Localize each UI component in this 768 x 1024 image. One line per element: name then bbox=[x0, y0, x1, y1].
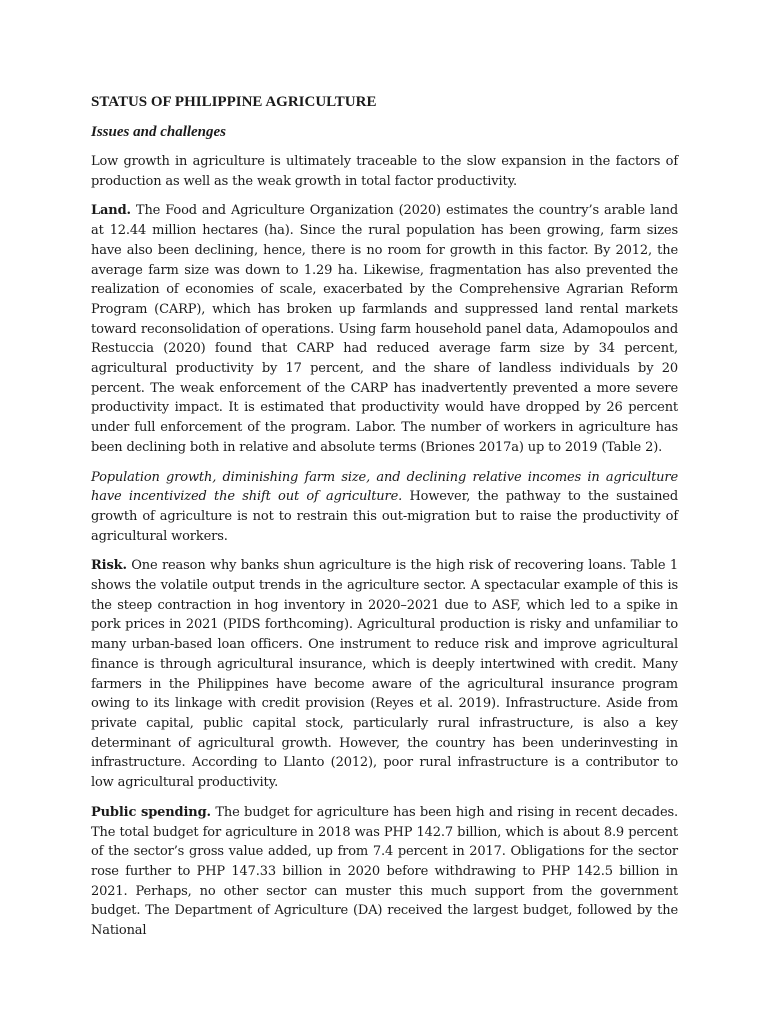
land-text: The Food and Agriculture Organization (2020) estimates the country’s arable land at 12.44 million hectares (ha). Since the rural population has been growing, farm sizes have also been declining, hence, there is no room for growth in this factor. By 2012, the average farm size was down to 1.29 ha. Likewise, fragmentation has also prevented the realization of economies of scale, exacerbated by the Comprehensive Agrarian Reform Program (CARP), which has broken up farmlands and suppressed land rental markets toward reconsolidation of operations. Using farm household panel data, Adamopoulos and Restuccia (2020) found that CARP had reduced average farm size by 34 percent, agricultural productivity by 17 percent, and the share of landless individuals by 20 percent. The weak enforcement of the CARP has inadvertently prevented a more severe productivity impact. It is estimated that productivity would have dropped by 26 percent under full enforcement of the program. Labor. The number of workers in agriculture has been declining both in relative and absolute terms (Briones 2017a) up to 2019 (Table 2). bbox=[91, 203, 679, 455]
population-italic-text: Population growth, diminishing farm size, and declining relative incomes in agriculture have incentivized the shift out of agriculture. bbox=[91, 469, 678, 505]
intro-paragraph bbox=[91, 152, 678, 191]
population-paragraph bbox=[91, 468, 678, 547]
risk-paragraph bbox=[91, 556, 678, 792]
population-text: However, the pathway to the sustained growth of agriculture is not to restrain this out-migration but to raise the productivity of agricultural workers. bbox=[91, 489, 679, 544]
spending-heading: Public spending. bbox=[91, 804, 211, 820]
risk-heading: Risk. bbox=[91, 558, 127, 574]
spending-text: The budget for agriculture has been high and rising in recent decades. The total budget for agriculture in 2018 was PHP 142.7 billion, which is about 8.9 percent of the sector’s gross value added, up from 7.4 percent in 2017. Obligations for the sector rose further to PHP 147.33 billion in 2020 before withdrawing to PHP 142.5 billion in 2021. Perhaps, no other sector can muster this much support from the government budget. The Department of Agriculture (DA) received the largest budget, followed by the National bbox=[91, 804, 679, 939]
document-page bbox=[91, 92, 678, 951]
land-heading: Land. bbox=[91, 203, 131, 219]
spending-paragraph bbox=[91, 803, 678, 941]
risk-text: One reason why banks shun agriculture is the high risk of recovering loans. Table 1 shows the volatile output trends in the agriculture sector. A spectacular example of this is the steep contraction in hog inventory in 2020–2021 due to ASF, which led to a spike in pork prices in 2021 (PIDS forthcoming). Agricultural production is risky and unfamiliar to many urban-based loan officers. One instrument to reduce risk and improve agricultural finance is through agricultural insurance, which is deeply intertwined with credit. Many farmers in the Philippines have become aware of the agricultural insurance program owing to its linkage with credit provision (Reyes et al. 2019). Infrastructure. Aside from private capital, public capital stock, particularly rural infrastructure, is also a key determinant of agricultural growth. However, the country has been underinvesting in infrastructure. According to Llanto (2012), poor rural infrastructure is a contributor to low agricultural productivity. bbox=[91, 558, 678, 791]
land-paragraph bbox=[91, 201, 678, 457]
section-subtitle: Issues and challenges bbox=[91, 124, 227, 140]
document-title: STATUS OF PHILIPPINE AGRICULTURE bbox=[91, 94, 377, 110]
intro-text: Low growth in agriculture is ultimately traceable to the slow expansion in the factors of production as well as the weak growth in total factor productivity. bbox=[91, 154, 678, 189]
